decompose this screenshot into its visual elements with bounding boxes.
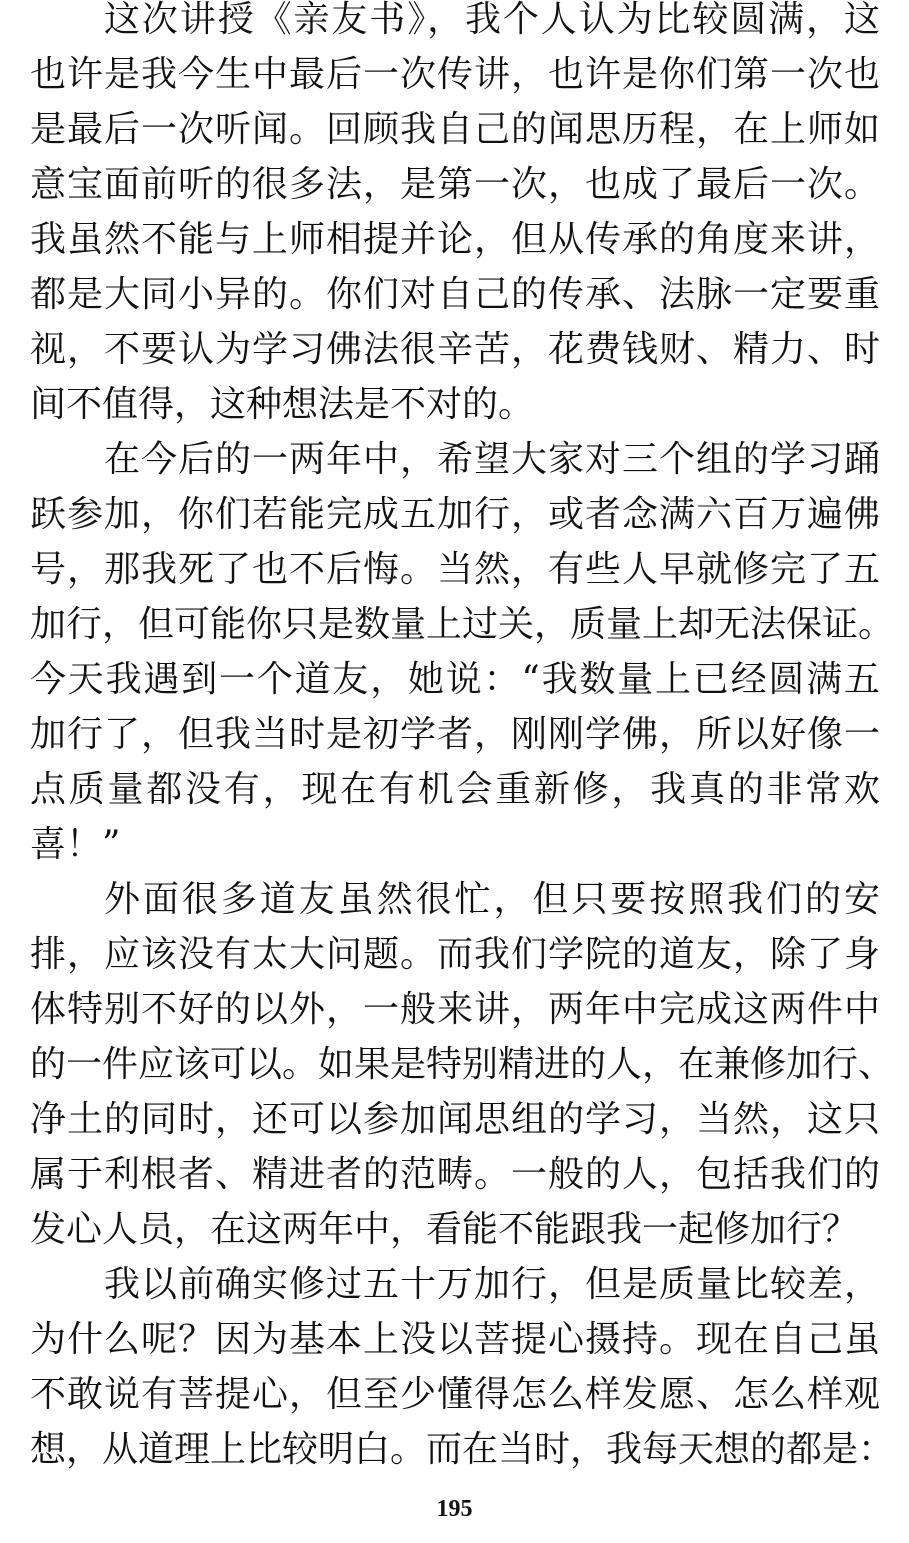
text-line: 这次讲授《亲友书》，我个人认为比较圆满，这 bbox=[104, 0, 880, 40]
page-number: 195 bbox=[436, 1496, 473, 1522]
text-line: 加行了，但我当时是初学者，刚刚学佛，所以好像一 bbox=[30, 714, 880, 755]
text-line: 的一件应该可以。如果是特别精进的人，在兼修加行、 bbox=[30, 1044, 895, 1085]
body-text bbox=[30, 0, 895, 1477]
paragraph-1 bbox=[30, 0, 880, 432]
text-line: 想，从道理上比较明白。而在当时，我每天想的都是： bbox=[30, 1429, 895, 1470]
text-line: 都是大同小异的。你们对自己的传承、法脉一定要重 bbox=[30, 274, 880, 315]
text-line: 意宝面前听的很多法，是第一次，也成了最后一次。 bbox=[30, 164, 880, 205]
text-line: 体特别不好的以外，一般来讲，两年中完成这两件中 bbox=[30, 989, 880, 1030]
paragraph-3 bbox=[30, 872, 895, 1257]
text-line: 间不值得，这种想法是不对的。 bbox=[30, 384, 535, 425]
text-line: 净土的同时，还可以参加闻思组的学习，当然，这只 bbox=[30, 1099, 880, 1140]
text-line: 跃参加，你们若能完成五加行，或者念满六百万遍佛 bbox=[30, 494, 880, 535]
text-line: 视，不要认为学习佛法很辛苦，花费钱财、精力、时 bbox=[30, 329, 880, 370]
paragraph-2 bbox=[30, 432, 895, 872]
text-line: 喜！” bbox=[30, 824, 121, 865]
text-line: 不敢说有菩提心，但至少懂得怎么样发愿、怎么样观 bbox=[30, 1374, 880, 1415]
text-line: 排，应该没有太大问题。而我们学院的道友，除了身 bbox=[30, 934, 880, 975]
text-line: 属于利根者、精进者的范畴。一般的人，包括我们的 bbox=[30, 1154, 880, 1195]
text-line: 今天我遇到一个道友，她说：“我数量上已经圆满五 bbox=[30, 659, 880, 700]
text-line: 是最后一次听闻。回顾我自己的闻思历程，在上师如 bbox=[30, 109, 880, 150]
text-line: 也许是我今生中最后一次传讲，也许是你们第一次也 bbox=[30, 54, 880, 95]
paragraph-4 bbox=[30, 1257, 895, 1477]
text-line: 在今后的一两年中，希望大家对三个组的学习踊 bbox=[104, 439, 880, 480]
text-line: 加行，但可能你只是数量上过关，质量上却无法保证。 bbox=[30, 604, 895, 645]
text-line: 外面很多道友虽然很忙，但只要按照我们的安 bbox=[104, 879, 880, 920]
text-line: 号，那我死了也不后悔。当然，有些人早就修完了五 bbox=[30, 549, 880, 590]
text-line: 发心人员，在这两年中，看能不能跟我一起修加行？ bbox=[30, 1209, 859, 1250]
text-line: 我以前确实修过五十万加行，但是质量比较差， bbox=[104, 1264, 880, 1305]
text-line: 为什么呢？因为基本上没以菩提心摄持。现在自己虽 bbox=[30, 1319, 880, 1360]
text-line: 我虽然不能与上师相提并论，但从传承的角度来讲， bbox=[30, 219, 880, 260]
text-line: 点质量都没有，现在有机会重新修，我真的非常欢 bbox=[30, 769, 880, 810]
